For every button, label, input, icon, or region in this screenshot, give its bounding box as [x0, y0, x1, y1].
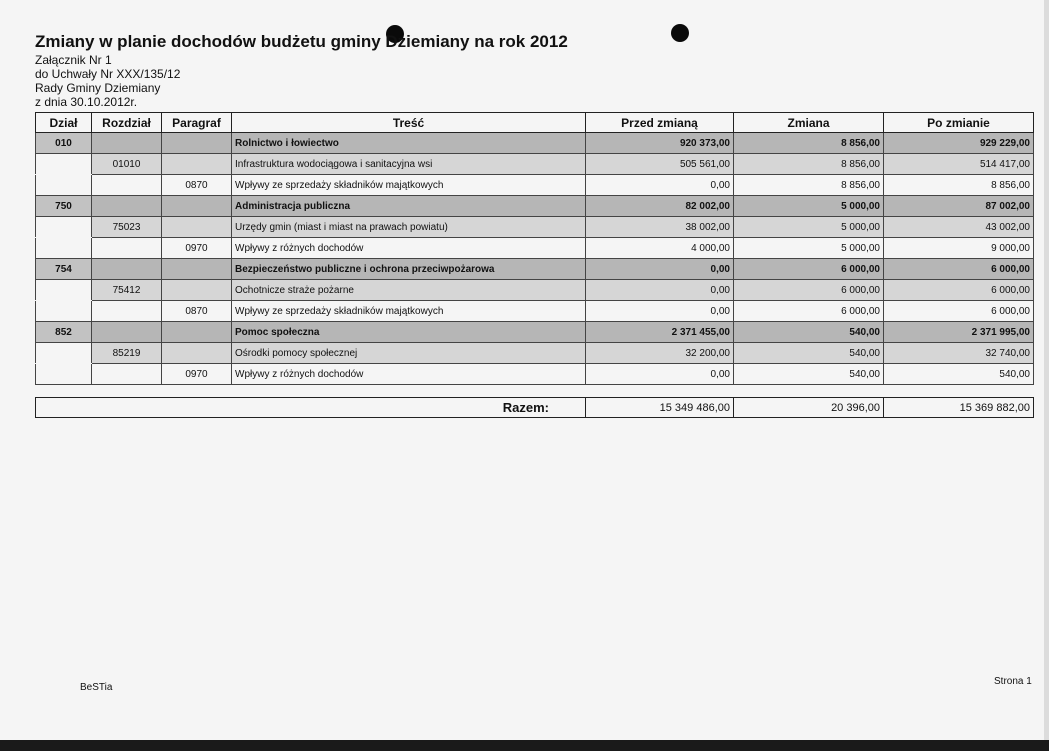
cell-rozdzial	[92, 364, 162, 385]
cell-dzial	[36, 343, 92, 364]
cell-przed-zmiana: 2 371 455,00	[586, 322, 734, 343]
cell-paragraf: 0870	[162, 301, 232, 322]
cell-zmiana: 5 000,00	[734, 217, 884, 238]
cell-dzial: 754	[36, 259, 92, 280]
total-label: Razem:	[36, 398, 586, 418]
cell-dzial: 852	[36, 322, 92, 343]
header-przed-zmiana: Przed zmianą	[586, 113, 734, 133]
cell-dzial	[36, 280, 92, 301]
cell-paragraf: 0870	[162, 175, 232, 196]
cell-przed-zmiana: 82 002,00	[586, 196, 734, 217]
cell-przed-zmiana: 0,00	[586, 364, 734, 385]
header-paragraf: Paragraf	[162, 113, 232, 133]
footer-page-number: Strona 1	[994, 676, 1032, 687]
cell-tresc: Urzędy gmin (miast i miast na prawach powiatu)	[232, 217, 586, 238]
cell-przed-zmiana: 38 002,00	[586, 217, 734, 238]
cell-przed-zmiana: 920 373,00	[586, 133, 734, 154]
council-name: Rady Gminy Dziemiany	[35, 81, 161, 95]
cell-dzial	[36, 364, 92, 385]
cell-tresc: Rolnictwo i łowiectwo	[232, 133, 586, 154]
cell-paragraf	[162, 196, 232, 217]
cell-paragraf: 0970	[162, 238, 232, 259]
cell-tresc: Bezpieczeństwo publiczne i ochrona przeciwpożarowa	[232, 259, 586, 280]
cell-po-zmianie: 514 417,00	[884, 154, 1034, 175]
table-row	[36, 133, 1034, 154]
table-row	[36, 322, 1034, 343]
cell-po-zmianie: 8 856,00	[884, 175, 1034, 196]
total-po-zmianie: 15 369 882,00	[884, 398, 1034, 418]
cell-paragraf	[162, 133, 232, 154]
cell-dzial: 750	[36, 196, 92, 217]
cell-paragraf	[162, 259, 232, 280]
cell-zmiana: 5 000,00	[734, 238, 884, 259]
cell-rozdzial	[92, 175, 162, 196]
header-tresc: Treść	[232, 113, 586, 133]
cell-tresc: Wpływy z różnych dochodów	[232, 364, 586, 385]
table-row	[36, 364, 1034, 385]
cell-tresc: Infrastruktura wodociągowa i sanitacyjna wsi	[232, 154, 586, 175]
cell-rozdzial: 75412	[92, 280, 162, 301]
cell-rozdzial	[92, 196, 162, 217]
cell-po-zmianie: 9 000,00	[884, 238, 1034, 259]
cell-zmiana: 5 000,00	[734, 196, 884, 217]
table-row	[36, 301, 1034, 322]
cell-paragraf	[162, 217, 232, 238]
cell-tresc: Wpływy z różnych dochodów	[232, 238, 586, 259]
header-po-zmianie: Po zmianie	[884, 113, 1034, 133]
scan-right-edge	[1044, 0, 1049, 740]
cell-zmiana: 6 000,00	[734, 280, 884, 301]
cell-dzial	[36, 217, 92, 238]
attachment-number: Załącznik Nr 1	[35, 53, 112, 67]
cell-po-zmianie: 2 371 995,00	[884, 322, 1034, 343]
punch-hole-right	[671, 24, 689, 42]
cell-przed-zmiana: 0,00	[586, 175, 734, 196]
cell-rozdzial	[92, 133, 162, 154]
cell-zmiana: 6 000,00	[734, 301, 884, 322]
cell-paragraf	[162, 154, 232, 175]
cell-rozdzial	[92, 238, 162, 259]
total-row	[36, 398, 1034, 418]
cell-dzial: 010	[36, 133, 92, 154]
document-title: Zmiany w planie dochodów budżetu gminy Dziemiany na rok 2012	[35, 32, 568, 51]
table-row	[36, 196, 1034, 217]
table-row	[36, 259, 1034, 280]
table-row	[36, 175, 1034, 196]
resolution-number: do Uchwały Nr XXX/135/12	[35, 67, 181, 81]
cell-przed-zmiana: 0,00	[586, 259, 734, 280]
cell-zmiana: 8 856,00	[734, 133, 884, 154]
cell-tresc: Ochotnicze straże pożarne	[232, 280, 586, 301]
cell-przed-zmiana: 0,00	[586, 301, 734, 322]
total-przed-zmiana: 15 349 486,00	[586, 398, 734, 418]
cell-zmiana: 540,00	[734, 343, 884, 364]
cell-paragraf	[162, 280, 232, 301]
cell-dzial	[36, 175, 92, 196]
budget-changes-table	[35, 112, 1034, 385]
cell-paragraf: 0970	[162, 364, 232, 385]
cell-zmiana: 540,00	[734, 322, 884, 343]
cell-rozdzial	[92, 259, 162, 280]
table-header-row	[36, 113, 1034, 133]
scan-bottom-band	[0, 740, 1049, 751]
cell-rozdzial: 01010	[92, 154, 162, 175]
cell-zmiana: 8 856,00	[734, 154, 884, 175]
total-zmiana: 20 396,00	[734, 398, 884, 418]
cell-zmiana: 6 000,00	[734, 259, 884, 280]
cell-przed-zmiana: 32 200,00	[586, 343, 734, 364]
header-rozdzial: Rozdział	[92, 113, 162, 133]
cell-tresc: Administracja publiczna	[232, 196, 586, 217]
cell-rozdzial	[92, 301, 162, 322]
table-row	[36, 280, 1034, 301]
table-row	[36, 154, 1034, 175]
cell-dzial	[36, 238, 92, 259]
cell-tresc: Pomoc społeczna	[232, 322, 586, 343]
cell-po-zmianie: 6 000,00	[884, 301, 1034, 322]
total-table	[35, 397, 1034, 418]
cell-po-zmianie: 6 000,00	[884, 259, 1034, 280]
cell-rozdzial	[92, 322, 162, 343]
header-dzial: Dział	[36, 113, 92, 133]
cell-po-zmianie: 929 229,00	[884, 133, 1034, 154]
cell-przed-zmiana: 505 561,00	[586, 154, 734, 175]
cell-tresc: Wpływy ze sprzedaży składników majątkowych	[232, 175, 586, 196]
cell-tresc: Ośrodki pomocy społecznej	[232, 343, 586, 364]
resolution-date: z dnia 30.10.2012r.	[35, 95, 138, 109]
cell-po-zmianie: 32 740,00	[884, 343, 1034, 364]
cell-dzial	[36, 301, 92, 322]
cell-rozdzial: 85219	[92, 343, 162, 364]
cell-po-zmianie: 540,00	[884, 364, 1034, 385]
header-zmiana: Zmiana	[734, 113, 884, 133]
footer-software-name: BeSTia	[80, 682, 113, 693]
cell-paragraf	[162, 322, 232, 343]
cell-zmiana: 8 856,00	[734, 175, 884, 196]
table-row	[36, 238, 1034, 259]
table-row	[36, 343, 1034, 364]
cell-po-zmianie: 43 002,00	[884, 217, 1034, 238]
cell-po-zmianie: 87 002,00	[884, 196, 1034, 217]
cell-przed-zmiana: 0,00	[586, 280, 734, 301]
cell-zmiana: 540,00	[734, 364, 884, 385]
cell-tresc: Wpływy ze sprzedaży składników majątkowych	[232, 301, 586, 322]
cell-przed-zmiana: 4 000,00	[586, 238, 734, 259]
table-row	[36, 217, 1034, 238]
cell-rozdzial: 75023	[92, 217, 162, 238]
cell-po-zmianie: 6 000,00	[884, 280, 1034, 301]
cell-paragraf	[162, 343, 232, 364]
cell-dzial	[36, 154, 92, 175]
